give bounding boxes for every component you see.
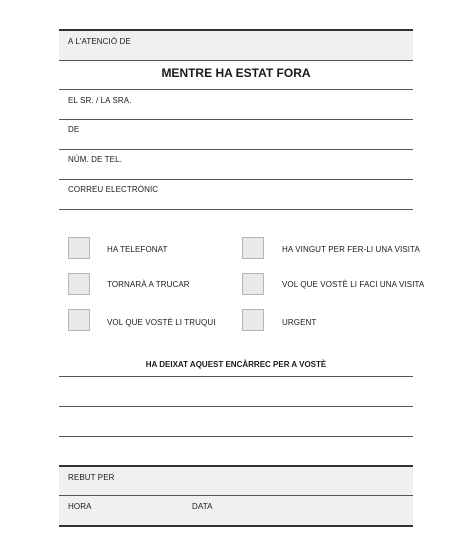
urgent-label: URGENT (282, 318, 317, 327)
time-date-bar (59, 496, 413, 526)
attention-rule (59, 60, 413, 61)
received-by-label: REBUT PER (68, 473, 115, 482)
name-field-line[interactable] (59, 119, 413, 120)
title-rule (59, 89, 413, 90)
visited-label: HA VINGUT PER FER-LI UNA VISITA (282, 245, 420, 254)
urgent-checkbox[interactable] (242, 309, 264, 331)
phone-field-label: NÚM. DE TEL. (68, 155, 122, 164)
wants-visit-checkbox[interactable] (242, 273, 264, 295)
will-call-again-checkbox[interactable] (68, 273, 90, 295)
attention-label: A L'ATENCIÓ DE (68, 37, 131, 46)
email-field-label: CORREU ELECTRÒNIC (68, 185, 159, 194)
wants-visit-label: VOL QUE VOSTÈ LI FACI UNA VISITA (282, 280, 425, 289)
phone-field-line[interactable] (59, 179, 413, 180)
called-label: HA TELEFONAT (107, 245, 168, 254)
will-call-again-label: TORNARÀ A TRUCAR (107, 280, 190, 289)
bottom-rule (59, 525, 413, 527)
name-field-label: EL SR. / LA SRA. (68, 96, 132, 105)
message-line-1[interactable] (59, 376, 413, 377)
from-field-line[interactable] (59, 149, 413, 150)
email-field-line[interactable] (59, 209, 413, 210)
message-line-2[interactable] (59, 406, 413, 407)
time-label: HORA (68, 502, 92, 511)
date-label: DATA (192, 502, 213, 511)
called-checkbox[interactable] (68, 237, 90, 259)
wants-call-label: VOL QUE VOSTÈ LI TRUQUI (107, 318, 216, 327)
visited-checkbox[interactable] (242, 237, 264, 259)
form-title: MENTRE HA ESTAT FORA (161, 66, 311, 80)
message-heading: HA DEIXAT AQUEST ENCÀRREC PER A VOSTÈ (145, 360, 327, 369)
wants-call-checkbox[interactable] (68, 309, 90, 331)
from-field-label: DE (68, 125, 80, 134)
message-line-3[interactable] (59, 436, 413, 437)
